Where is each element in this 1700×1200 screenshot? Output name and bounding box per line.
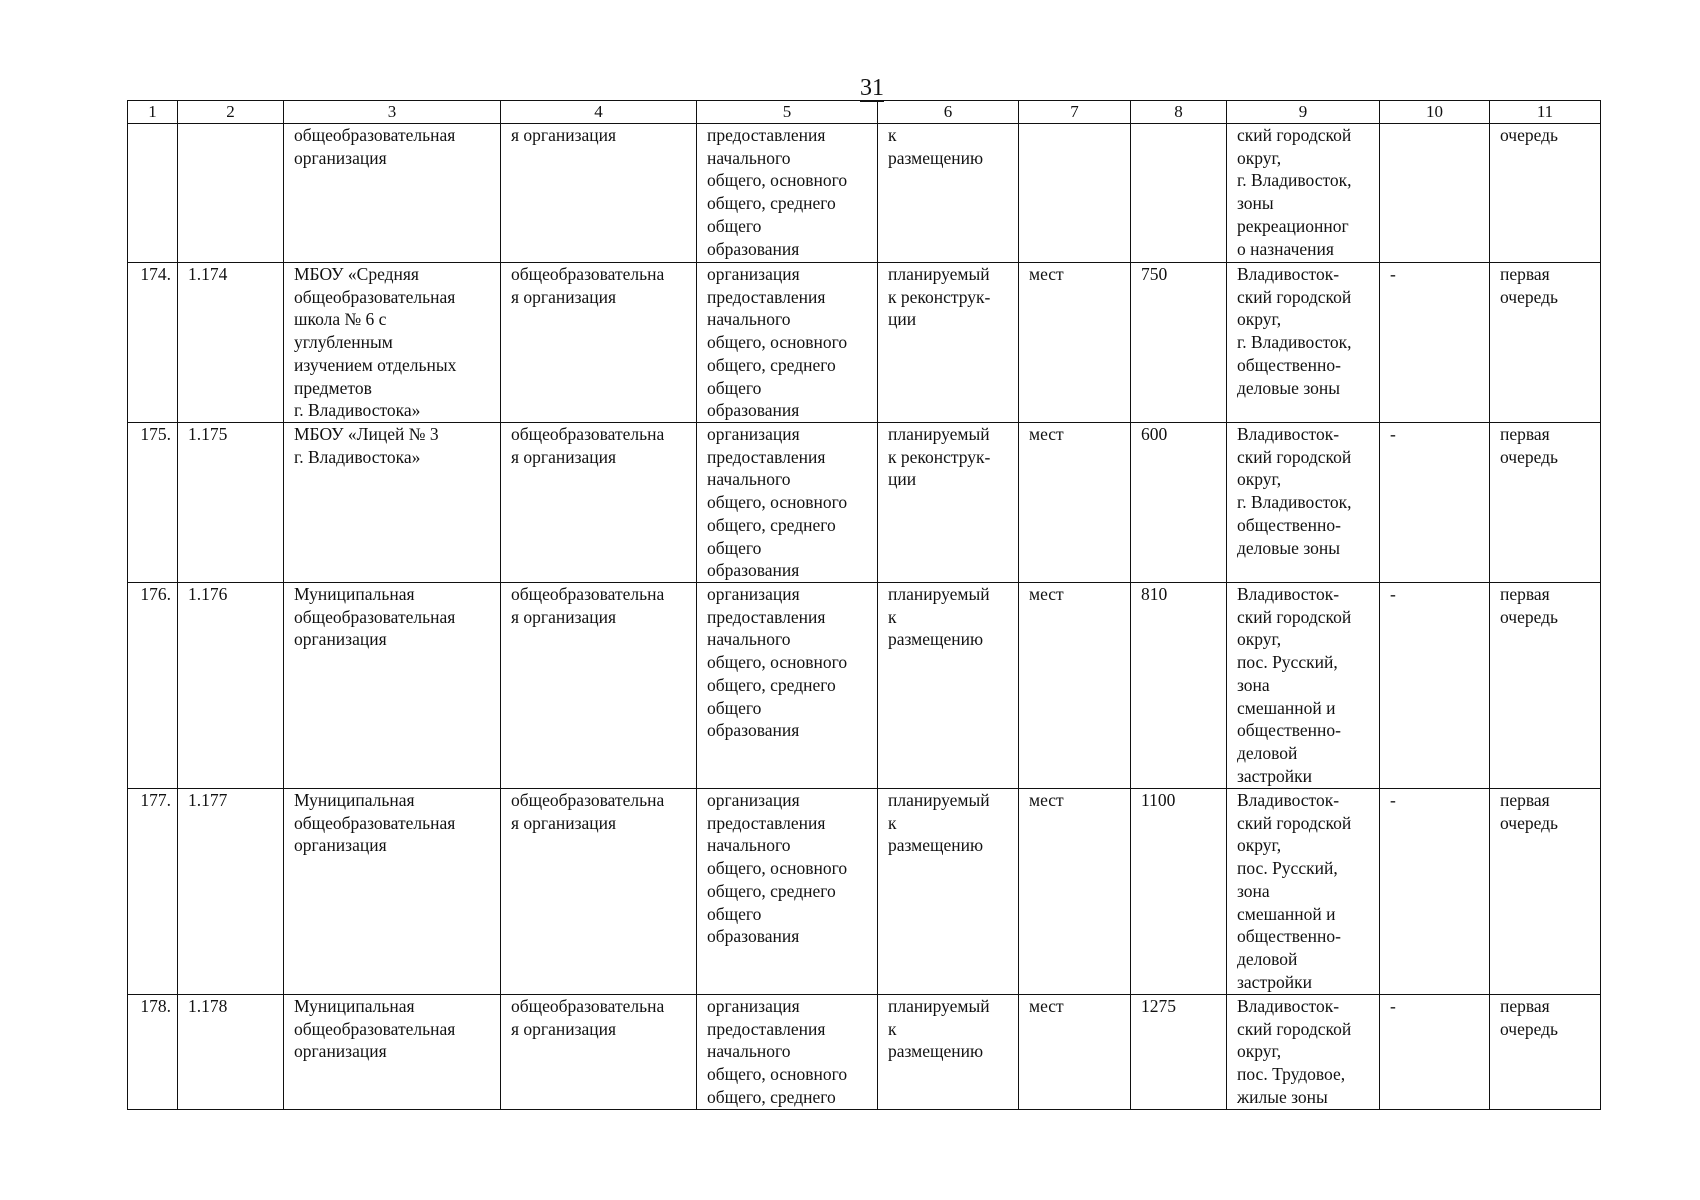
cell-num: 177. — [128, 789, 178, 995]
cell-capacity: 750 — [1131, 263, 1227, 423]
cell-name: МБОУ «Лицей № 3 г. Владивостока» — [284, 423, 501, 583]
cell-unit: мест — [1019, 583, 1131, 789]
cell-zone: - — [1380, 995, 1490, 1110]
cell-num: 175. — [128, 423, 178, 583]
cell-stage: первая очередь — [1490, 263, 1601, 423]
table-row-continued — [128, 124, 1601, 263]
cell-status: планируемый к реконструк- ции — [878, 423, 1019, 583]
column-header-10: 10 — [1380, 101, 1490, 124]
cell-num: 178. — [128, 995, 178, 1110]
cell-zone: - — [1380, 583, 1490, 789]
cell-num — [128, 124, 178, 263]
column-header-9: 9 — [1227, 101, 1380, 124]
cell-status: планируемый к размещению — [878, 583, 1019, 789]
cell-location: Владивосток- ский городской округ, пос. Русский, зона смешанной и общественно- деловой застройки — [1227, 583, 1380, 789]
column-header-11: 11 — [1490, 101, 1601, 124]
cell-capacity: 810 — [1131, 583, 1227, 789]
cell-name: Муниципальная общеобразовательная организация — [284, 583, 501, 789]
cell-name: МБОУ «Средняя общеобразовательная школа № 6 с углубленным изучением отдельных предметов г. Владивостока» — [284, 263, 501, 423]
cell-code: 1.177 — [178, 789, 284, 995]
column-header-8: 8 — [1131, 101, 1227, 124]
cell-type: общеобразовательна я организация — [501, 583, 697, 789]
cell-status: к размещению — [878, 124, 1019, 263]
cell-stage: первая очередь — [1490, 423, 1601, 583]
cell-name: общеобразовательная организация — [284, 124, 501, 263]
cell-purpose: предоставления начального общего, основного общего, среднего общего образования — [697, 124, 878, 263]
cell-type: общеобразовательна я организация — [501, 995, 697, 1110]
cell-capacity: 1275 — [1131, 995, 1227, 1110]
cell-purpose: организация предоставления начального общего, основного общего, среднего — [697, 995, 878, 1110]
cell-purpose: организация предоставления начального общего, основного общего, среднего общего образования — [697, 263, 878, 423]
cell-unit: мест — [1019, 423, 1131, 583]
cell-location: Владивосток- ский городской округ, пос. Трудовое, жилые зоны — [1227, 995, 1380, 1110]
cell-location: ский городской округ, г. Владивосток, зоны рекреационног о назначения — [1227, 124, 1380, 263]
cell-num: 174. — [128, 263, 178, 423]
column-header-2: 2 — [178, 101, 284, 124]
cell-unit: мест — [1019, 995, 1131, 1110]
cell-code: 1.178 — [178, 995, 284, 1110]
cell-stage: первая очередь — [1490, 995, 1601, 1110]
page-number: 31 — [860, 75, 884, 101]
cell-type: общеобразовательна я организация — [501, 263, 697, 423]
table-row — [128, 583, 1601, 789]
cell-type: общеобразовательна я организация — [501, 789, 697, 995]
column-header-4: 4 — [501, 101, 697, 124]
cell-capacity: 1100 — [1131, 789, 1227, 995]
cell-status: планируемый к размещению — [878, 789, 1019, 995]
cell-stage: первая очередь — [1490, 583, 1601, 789]
table-row — [128, 263, 1601, 423]
cell-zone: - — [1380, 263, 1490, 423]
cell-unit: мест — [1019, 789, 1131, 995]
cell-num: 176. — [128, 583, 178, 789]
table-row — [128, 789, 1601, 995]
cell-zone: - — [1380, 789, 1490, 995]
objects-register-table — [127, 100, 1601, 1110]
cell-type: общеобразовательна я организация — [501, 423, 697, 583]
cell-code: 1.174 — [178, 263, 284, 423]
column-header-6: 6 — [878, 101, 1019, 124]
cell-stage: первая очередь — [1490, 789, 1601, 995]
cell-location: Владивосток- ский городской округ, пос. Русский, зона смешанной и общественно- деловой застройки — [1227, 789, 1380, 995]
cell-name: Муниципальная общеобразовательная организация — [284, 789, 501, 995]
cell-code: 1.175 — [178, 423, 284, 583]
cell-purpose: организация предоставления начального общего, основного общего, среднего общего образования — [697, 789, 878, 995]
cell-purpose: организация предоставления начального общего, основного общего, среднего общего образования — [697, 423, 878, 583]
table-row — [128, 995, 1601, 1110]
cell-status: планируемый к реконструк- ции — [878, 263, 1019, 423]
cell-zone — [1380, 124, 1490, 263]
cell-location: Владивосток- ский городской округ, г. Владивосток, общественно- деловые зоны — [1227, 423, 1380, 583]
cell-unit — [1019, 124, 1131, 263]
cell-location: Владивосток- ский городской округ, г. Владивосток, общественно- деловые зоны — [1227, 263, 1380, 423]
cell-purpose: организация предоставления начального общего, основного общего, среднего общего образования — [697, 583, 878, 789]
cell-type: я организация — [501, 124, 697, 263]
cell-unit: мест — [1019, 263, 1131, 423]
cell-code: 1.176 — [178, 583, 284, 789]
cell-code — [178, 124, 284, 263]
column-number-row — [128, 101, 1601, 124]
column-header-3: 3 — [284, 101, 501, 124]
column-header-1: 1 — [128, 101, 178, 124]
column-header-7: 7 — [1019, 101, 1131, 124]
cell-name: Муниципальная общеобразовательная организация — [284, 995, 501, 1110]
cell-capacity — [1131, 124, 1227, 263]
column-header-5: 5 — [697, 101, 878, 124]
cell-capacity: 600 — [1131, 423, 1227, 583]
cell-stage: очередь — [1490, 124, 1601, 263]
cell-zone: - — [1380, 423, 1490, 583]
cell-status: планируемый к размещению — [878, 995, 1019, 1110]
table-row — [128, 423, 1601, 583]
